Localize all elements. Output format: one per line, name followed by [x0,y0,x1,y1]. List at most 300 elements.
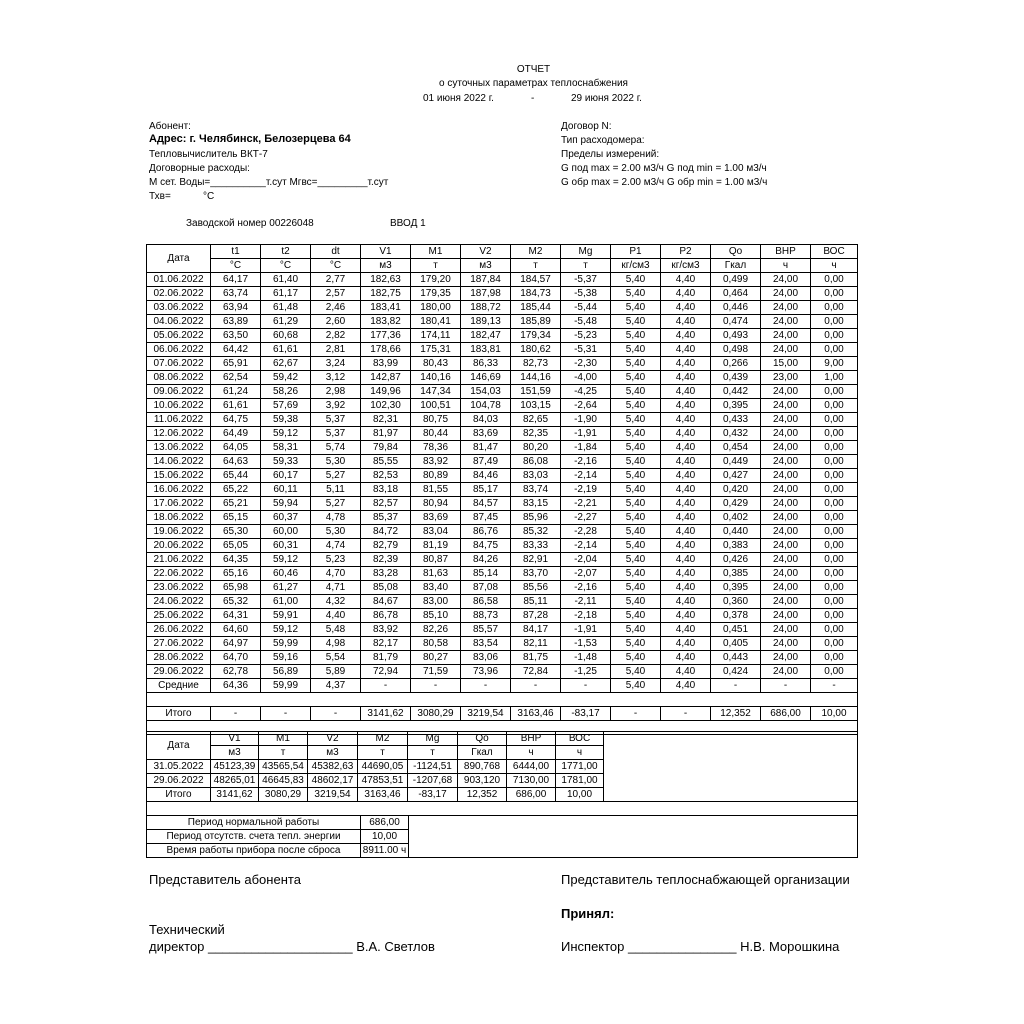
column-header: P2 [661,245,711,259]
table-cell: 84,17 [511,623,561,637]
table-cell: 65,30 [211,525,261,539]
table-cell: -1,53 [561,637,611,651]
table-cell: -4,00 [561,371,611,385]
table-cell: 83,54 [461,637,511,651]
table-units-row [147,259,858,273]
abonent-label: Абонент: [149,121,191,132]
table-cell: 24,00 [761,287,811,301]
table-cell: 0,440 [711,525,761,539]
table-cell: 82,17 [361,637,411,651]
table-cell: 4,40 [661,637,711,651]
table-cell: 80,87 [411,553,461,567]
table-cell: 3219,54 [308,788,358,802]
table-row [147,427,858,441]
table-cell: 5,40 [611,315,661,329]
column-header: ВНР [761,245,811,259]
table-cell: 174,11 [411,329,461,343]
table-cell: -2,27 [561,511,611,525]
row-date: 21.06.2022 [147,553,211,567]
table-cell: 60,31 [261,539,311,553]
table-cell: 64,17 [211,273,261,287]
table-cell: 86,76 [461,525,511,539]
table-cell: 5,40 [611,287,661,301]
column-unit: ч [556,746,604,760]
table-row [147,399,858,413]
table-cell: 189,13 [461,315,511,329]
table-cell: -2,07 [561,567,611,581]
table-cell: 48602,17 [308,774,358,788]
table-cell: 81,19 [411,539,461,553]
spacer-row [147,802,858,816]
table-cell: 65,21 [211,497,261,511]
table-cell: 3141,62 [361,707,411,721]
table-cell: 1781,00 [556,774,604,788]
table-cell: 903,120 [458,774,507,788]
table-cell: 83,04 [411,525,461,539]
table-cell: 187,84 [461,273,511,287]
table-cell: 59,12 [261,553,311,567]
period-label: Период нормальной работы [147,816,361,830]
row-date: 11.06.2022 [147,413,211,427]
table-cell: -2,11 [561,595,611,609]
table-cell: 0,427 [711,469,761,483]
factory-number: Заводской номер 00226048 [186,218,314,229]
table-cell: 82,26 [411,623,461,637]
table-cell: - [311,707,361,721]
row-date: 25.06.2022 [147,609,211,623]
table-cell: 65,91 [211,357,261,371]
table-cell: 179,20 [411,273,461,287]
table-cell: 5,40 [611,427,661,441]
table-cell: -5,48 [561,315,611,329]
table-cell: 5,40 [611,511,661,525]
table-cell: 0,360 [711,595,761,609]
column-unit: м3 [361,259,411,273]
table-cell: 58,31 [261,441,311,455]
table-cell: 3080,29 [411,707,461,721]
table-cell: 83,15 [511,497,561,511]
row-date: Итого [147,788,211,802]
table-cell: 57,69 [261,399,311,413]
table-row [147,455,858,469]
table-cell: 7130,00 [507,774,556,788]
table-cell: 0,383 [711,539,761,553]
row-date: 14.06.2022 [147,455,211,469]
table-cell: 61,61 [261,343,311,357]
table-cell: 4,40 [661,679,711,693]
table-cell: 5,30 [311,455,361,469]
table-cell: 5,40 [611,399,661,413]
table-cell: 64,42 [211,343,261,357]
table-cell: 180,62 [511,343,561,357]
table-cell: 2,82 [311,329,361,343]
table-cell: 0,00 [811,665,858,679]
table-cell: - [261,707,311,721]
table-cell: 0,426 [711,553,761,567]
table-cell: 84,67 [361,595,411,609]
table-cell: 0,432 [711,427,761,441]
table-cell: 87,45 [461,511,511,525]
table-cell: 63,74 [211,287,261,301]
table-cell: 0,00 [811,273,858,287]
table-row [147,385,858,399]
table-cell: 4,32 [311,595,361,609]
table-cell: 0,00 [811,581,858,595]
table-cell: 12,352 [711,707,761,721]
column-header: Mg [408,732,458,746]
table-cell: 146,69 [461,371,511,385]
table-cell: 175,31 [411,343,461,357]
column-unit: т [358,746,408,760]
column-unit: ч [507,746,556,760]
table-cell: 83,40 [411,581,461,595]
table-cell: 83,69 [461,427,511,441]
column-unit: ч [811,259,858,273]
table-cell: 61,61 [211,399,261,413]
table-cell: 59,33 [261,455,311,469]
table-cell: -2,30 [561,357,611,371]
table-cell: 0,00 [811,609,858,623]
table-cell: 0,00 [811,287,858,301]
table-cell: 5,40 [611,483,661,497]
column-header: ВОС [811,245,858,259]
table-cell: 60,46 [261,567,311,581]
table-cell: -2,14 [561,539,611,553]
row-date: 18.06.2022 [147,511,211,525]
table-cell: 83,06 [461,651,511,665]
table-cell: 73,96 [461,665,511,679]
empty-cell [409,830,858,844]
table-cell: 0,00 [811,441,858,455]
table-cell: 4,40 [661,651,711,665]
table-cell: - [611,707,661,721]
table-row [147,315,858,329]
table-cell: 4,40 [661,441,711,455]
date-dash: - [531,93,535,104]
table-cell: 63,50 [211,329,261,343]
column-header: M1 [411,245,461,259]
table-cell: 5,40 [611,441,661,455]
table-cell: 185,44 [511,301,561,315]
table-cell: 65,32 [211,595,261,609]
report-title: ОТЧЕТ [516,64,551,75]
table-cell: 686,00 [507,788,556,802]
table-cell: -5,44 [561,301,611,315]
table-cell: 5,40 [611,385,661,399]
table-cell: -5,31 [561,343,611,357]
table-row [147,609,858,623]
table-cell: 24,00 [761,595,811,609]
table-cell: 65,15 [211,511,261,525]
table-cell: 5,40 [611,469,661,483]
table-cell: 5,30 [311,525,361,539]
table-cell: 78,36 [411,441,461,455]
row-date: 01.06.2022 [147,273,211,287]
table-cell: 4,40 [661,413,711,427]
table-cell: 15,00 [761,357,811,371]
table-row [147,581,858,595]
table-cell: 104,78 [461,399,511,413]
table-cell: 4,40 [661,273,711,287]
column-header: V1 [211,732,259,746]
column-header: V2 [461,245,511,259]
period-label: Период отсутств. счета тепл. энергии [147,830,361,844]
table-cell: 180,00 [411,301,461,315]
table-cell: 83,92 [361,623,411,637]
row-date: 15.06.2022 [147,469,211,483]
table-cell: 151,59 [511,385,561,399]
table-cell: 83,70 [511,567,561,581]
row-date: 20.06.2022 [147,539,211,553]
table-cell: 12,352 [458,788,507,802]
table-cell: 71,59 [411,665,461,679]
table-cell: 187,98 [461,287,511,301]
row-date: 29.06.2022 [147,774,211,788]
txv-unit: °С [203,191,215,202]
table-cell: -1,48 [561,651,611,665]
table-cell: 24,00 [761,609,811,623]
table-row [147,511,858,525]
table-cell: 45123,39 [211,760,259,774]
table-cell: 4,40 [661,455,711,469]
table-cell: 80,89 [411,469,461,483]
table-cell: -4,25 [561,385,611,399]
empty-cell [409,816,858,830]
column-header: V1 [361,245,411,259]
table-cell: 3080,29 [259,788,308,802]
table-cell: 47853,51 [358,774,408,788]
row-date: 08.06.2022 [147,371,211,385]
row-date: 09.06.2022 [147,385,211,399]
table-cell: 80,27 [411,651,461,665]
table-cell: 0,266 [711,357,761,371]
table-row [147,287,858,301]
table-cell: 24,00 [761,567,811,581]
table-cell: 86,33 [461,357,511,371]
table-cell: - [811,679,858,693]
period-value: 10,00 [361,830,409,844]
table-cell: 82,35 [511,427,561,441]
table-cell: 5,27 [311,497,361,511]
table-cell: 83,92 [411,455,461,469]
table-cell: 3163,46 [358,788,408,802]
table-cell: -2,16 [561,455,611,469]
table-cell: 81,79 [361,651,411,665]
row-date: 17.06.2022 [147,497,211,511]
table-cell: -2,16 [561,581,611,595]
table-cell: 80,58 [411,637,461,651]
table-cell: 59,16 [261,651,311,665]
table-cell: 59,12 [261,623,311,637]
period-value: 8911.00 ч [361,844,409,858]
table-cell: 3219,54 [461,707,511,721]
column-unit: ч [761,259,811,273]
table-cell: 65,22 [211,483,261,497]
table-cell: 4,70 [311,567,361,581]
table-cell: 4,40 [661,399,711,413]
table-cell: 82,53 [361,469,411,483]
table-cell: 5,74 [311,441,361,455]
row-date: 31.05.2022 [147,760,211,774]
supplier-representative: Представитель теплоснабжающей организации [561,872,850,887]
spacer-row [147,693,858,707]
table-cell: 65,44 [211,469,261,483]
table-cell: 5,37 [311,413,361,427]
table-cell: 4,40 [661,483,711,497]
table-cell: 83,99 [361,357,411,371]
column-unit: м3 [211,746,259,760]
row-date: 13.06.2022 [147,441,211,455]
row-date: 04.06.2022 [147,315,211,329]
date-from: 01 июня 2022 г. [423,93,494,104]
table-cell: 24,00 [761,343,811,357]
table-cell: 184,57 [511,273,561,287]
table-cell: - [211,707,261,721]
column-header-date: Дата [147,732,211,760]
table-cell: 4,40 [311,609,361,623]
table-cell: 4,40 [661,595,711,609]
table-cell: 0,499 [711,273,761,287]
column-header: M1 [259,732,308,746]
table-cell: 3141,62 [211,788,259,802]
table-cell: 5,40 [611,357,661,371]
table-cell: 0,00 [811,651,858,665]
table-cell: 182,47 [461,329,511,343]
column-unit: т [259,746,308,760]
table-cell: - [411,679,461,693]
column-header: ВОС [556,732,604,746]
table-cell: 5,40 [611,497,661,511]
table-row [147,329,858,343]
table-cell: 5,40 [611,329,661,343]
table-cell: 80,94 [411,497,461,511]
table-cell: 2,77 [311,273,361,287]
table-cell: 0,451 [711,623,761,637]
table-cell: 0,402 [711,511,761,525]
table-cell: 83,18 [361,483,411,497]
table-cell: 24,00 [761,399,811,413]
table-cell: 24,00 [761,497,811,511]
table-cell: 0,00 [811,511,858,525]
table-cell: 183,41 [361,301,411,315]
table-cell: 4,74 [311,539,361,553]
table-cell: 0,00 [811,595,858,609]
column-unit: Гкал [711,259,761,273]
column-header: t1 [211,245,261,259]
table-cell: 24,00 [761,539,811,553]
table-cell: 102,30 [361,399,411,413]
table-cell: 5,40 [611,301,661,315]
table-cell: 3,24 [311,357,361,371]
table-cell: 61,40 [261,273,311,287]
table-cell: 64,63 [211,455,261,469]
table-cell: 24,00 [761,315,811,329]
table-cell: 64,35 [211,553,261,567]
table-cell: 84,26 [461,553,511,567]
table-cell: - [561,679,611,693]
table-cell: 9,00 [811,357,858,371]
table-cell: 61,00 [261,595,311,609]
table-cell: -1124,51 [408,760,458,774]
table-cell: 0,449 [711,455,761,469]
table-cell: 10,00 [811,707,858,721]
table-cell: - [461,679,511,693]
column-header: M2 [511,245,561,259]
table-cell: 43565,54 [259,760,308,774]
table-cell: - [711,679,761,693]
table-cell: 24,00 [761,273,811,287]
table-cell: 3,12 [311,371,361,385]
column-unit: т [411,259,461,273]
table-cell: 24,00 [761,511,811,525]
table-cell: 0,00 [811,329,858,343]
table-cell: -1,84 [561,441,611,455]
table-cell: 64,49 [211,427,261,441]
table-cell: 64,05 [211,441,261,455]
table-cell: 24,00 [761,581,811,595]
table-cell: 82,11 [511,637,561,651]
table-cell: 61,27 [261,581,311,595]
table-cell: 6444,00 [507,760,556,774]
column-unit: т [511,259,561,273]
table-cell: 84,57 [461,497,511,511]
table-cell: 58,26 [261,385,311,399]
table-cell: 59,94 [261,497,311,511]
column-unit: кг/см3 [611,259,661,273]
daily-parameters-table [146,244,858,735]
address: Адрес: г. Челябинск, Белозерцева 64 [149,133,351,145]
table-cell: 142,87 [361,371,411,385]
table-cell: 82,39 [361,553,411,567]
table-cell: 61,48 [261,301,311,315]
table-cell: 72,84 [511,665,561,679]
table-cell: 65,98 [211,581,261,595]
table-cell: 4,40 [661,315,711,329]
table-cell: 80,20 [511,441,561,455]
table-cell: 80,44 [411,427,461,441]
table-cell: 4,40 [661,567,711,581]
m-line: М сет. Воды=__________т.сут Мгвс=_________т.сут [149,177,389,188]
table-cell: 4,40 [661,329,711,343]
table-cell: 0,00 [811,455,858,469]
column-unit: м3 [461,259,511,273]
table-cell: 81,47 [461,441,511,455]
empty-cell [409,844,858,858]
table-cell: 64,31 [211,609,261,623]
table-cell: 48265,01 [211,774,259,788]
table-cell: 0,00 [811,469,858,483]
table-cell: 5,40 [611,371,661,385]
table-cell: 86,58 [461,595,511,609]
table-cell: 0,424 [711,665,761,679]
table-cell: -1,91 [561,427,611,441]
table-cell: 85,96 [511,511,561,525]
table-cell: 59,91 [261,609,311,623]
table-cell: 0,00 [811,623,858,637]
table-cell: 0,446 [711,301,761,315]
table-cell: 62,54 [211,371,261,385]
table-cell: 64,75 [211,413,261,427]
table-cell: 83,03 [511,469,561,483]
column-header: P1 [611,245,661,259]
table-cell: 177,36 [361,329,411,343]
table-cell: 686,00 [761,707,811,721]
table-cell: 5,40 [611,455,661,469]
report-subtitle: о суточных параметрах теплоснабжения [439,78,628,89]
table-cell: 149,96 [361,385,411,399]
row-date: 23.06.2022 [147,581,211,595]
period-row [147,816,858,830]
